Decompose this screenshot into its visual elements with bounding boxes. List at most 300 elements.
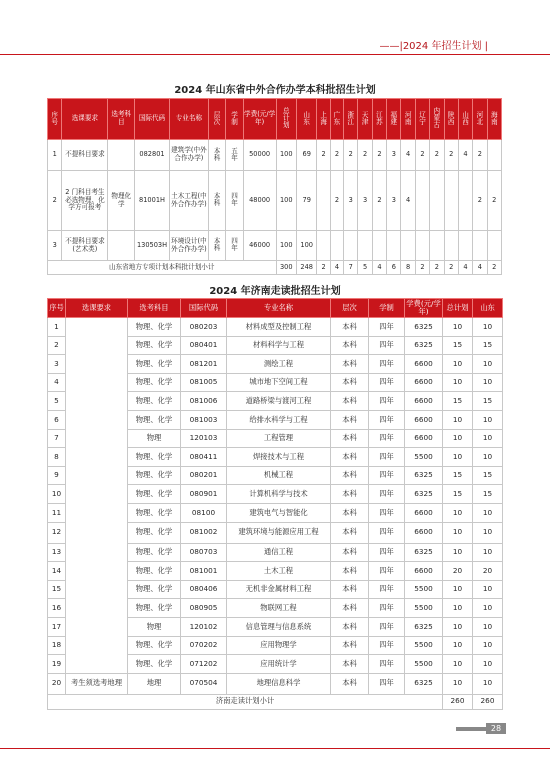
col-header: 总计划 (276, 99, 296, 140)
cell: 10 (443, 410, 473, 429)
table-row (48, 231, 502, 261)
col-header: 国际代码 (135, 99, 170, 140)
cell: 20 (443, 562, 473, 581)
col-header: 专业名称 (169, 99, 208, 140)
cell: 四年 (369, 485, 405, 504)
cell: 260 (443, 694, 473, 709)
cell: 物理、化学 (128, 336, 181, 355)
cell: 10 (473, 522, 503, 543)
cell: 物理化学 (108, 171, 135, 231)
cell: 080203 (181, 318, 227, 337)
table-row (48, 140, 502, 171)
cell: 物联网工程 (227, 599, 331, 618)
table2 (47, 298, 503, 710)
cell (317, 171, 330, 231)
col-header: 总计划 (443, 299, 473, 318)
cell (444, 231, 458, 261)
cell: 本科 (331, 373, 369, 392)
cell: 120103 (181, 429, 227, 448)
cell: 16 (48, 599, 66, 618)
cell: 本科 (331, 448, 369, 467)
cell: 城市地下空间工程 (227, 373, 331, 392)
cell: 物理、化学 (128, 392, 181, 411)
cell: 3 (48, 355, 66, 374)
cell: 本科 (331, 318, 369, 337)
cell: 四年 (369, 636, 405, 655)
cell: 本科 (208, 140, 225, 171)
cell: 四年 (369, 466, 405, 485)
cell: 3 (344, 171, 358, 231)
cell: 道路桥梁与渡河工程 (227, 392, 331, 411)
cell: 7 (48, 429, 66, 448)
cell: 物理、化学 (128, 543, 181, 562)
col-header: 陕西 (444, 99, 458, 140)
cell: 地理 (128, 673, 181, 694)
cell: 10 (443, 673, 473, 694)
cell: 本科 (331, 336, 369, 355)
cell: 建筑学(中外合作办学) (169, 140, 208, 171)
cell: 070504 (181, 673, 227, 694)
cell: 5500 (405, 448, 443, 467)
col-header: 浙江 (344, 99, 358, 140)
cell: 2 (473, 140, 487, 171)
cell: 物理 (128, 617, 181, 636)
cell: 100 (276, 171, 296, 231)
cell: 4 (401, 140, 415, 171)
cell: 260 (473, 694, 503, 709)
cell: 69 (296, 140, 316, 171)
cell: 10 (473, 355, 503, 374)
cell: 9 (48, 466, 66, 485)
col-header: 山东 (296, 99, 316, 140)
cell: 2 (330, 171, 343, 231)
cell: 2 (344, 140, 358, 171)
col-header: 选考科目 (108, 99, 135, 140)
cell: 2 (430, 261, 444, 275)
cell: 四年 (369, 503, 405, 522)
cell: 4 (458, 140, 472, 171)
cell: 15 (443, 485, 473, 504)
cell: 081006 (181, 392, 227, 411)
cell: 材料成型及控制工程 (227, 318, 331, 337)
cell: 10 (443, 318, 473, 337)
cell: 建筑环境与能源应用工程 (227, 522, 331, 543)
cell (444, 171, 458, 231)
subtotal-label: 山东省地方专项计划本科批计划小计 (48, 261, 277, 275)
cell: 本科 (208, 171, 225, 231)
cell: 物理、化学 (128, 448, 181, 467)
cell: 6325 (405, 485, 443, 504)
cell: 物理、化学 (128, 522, 181, 543)
cell: 10 (443, 580, 473, 599)
col-header: 学制 (226, 99, 243, 140)
col-header: 天津 (358, 99, 372, 140)
cell: 081201 (181, 355, 227, 374)
table-row (48, 318, 503, 337)
cell: 120102 (181, 617, 227, 636)
cell: 15 (473, 485, 503, 504)
cell: 19 (48, 655, 66, 674)
cell: 应用统计学 (227, 655, 331, 674)
cell: 四年 (369, 355, 405, 374)
cell (372, 231, 386, 261)
cell: 100 (276, 140, 296, 171)
cell (415, 171, 429, 231)
col-header: 内蒙古 (430, 99, 444, 140)
cell (487, 140, 501, 171)
cell: 2 (358, 140, 372, 171)
cell: 071202 (181, 655, 227, 674)
cell: 2 (317, 140, 330, 171)
cell: 本科 (331, 392, 369, 411)
col-header: 序号 (48, 299, 66, 318)
cell: 10 (473, 503, 503, 522)
cell: 物理、化学 (128, 410, 181, 429)
cell (458, 171, 472, 231)
cell: 17 (48, 617, 66, 636)
cell: 四年 (369, 673, 405, 694)
table2-title: 2024 年济南走读批招生计划 (209, 286, 341, 297)
cell: 计算机科学与技术 (227, 485, 331, 504)
cell: 8 (401, 261, 415, 275)
cell (66, 318, 128, 674)
cell: 四年 (369, 543, 405, 562)
cell: 5500 (405, 636, 443, 655)
cell: 18 (48, 636, 66, 655)
cell: 2 (487, 261, 501, 275)
col-header: 江苏 (372, 99, 386, 140)
cell (430, 171, 444, 231)
header-text: ——|2024 年招生计划 | (379, 41, 488, 52)
cell (387, 231, 401, 261)
cell: 10 (473, 410, 503, 429)
cell: 14 (48, 562, 66, 581)
cell: 8 (48, 448, 66, 467)
cell: 本科 (331, 617, 369, 636)
cell: 10 (473, 429, 503, 448)
cell: 应用物理学 (227, 636, 331, 655)
cell: 20 (48, 673, 66, 694)
cell: 15 (48, 580, 66, 599)
cell: 3 (387, 171, 401, 231)
cell: 本科 (208, 231, 225, 261)
cell: 080201 (181, 466, 227, 485)
cell: 080411 (181, 448, 227, 467)
cell: 3 (48, 231, 62, 261)
cell: 081001 (181, 562, 227, 581)
cell: 四年 (369, 392, 405, 411)
cell: 本科 (331, 410, 369, 429)
cell (458, 231, 472, 261)
cell: 48000 (243, 171, 276, 231)
cell: 080406 (181, 580, 227, 599)
cell: 1 (48, 140, 62, 171)
col-header: 层次 (331, 299, 369, 318)
cell: 2 (487, 171, 501, 231)
cell: 15 (473, 392, 503, 411)
cell: 土木工程(中外合作办学) (169, 171, 208, 231)
cell: 四年 (369, 655, 405, 674)
cell: 四年 (369, 429, 405, 448)
cell: 4 (401, 171, 415, 231)
cell: 10 (443, 522, 473, 543)
cell: 四年 (369, 410, 405, 429)
header-rule (0, 54, 550, 55)
subtotal-row (48, 261, 502, 275)
cell: 本科 (331, 503, 369, 522)
cell: 50000 (243, 140, 276, 171)
cell: 本科 (331, 543, 369, 562)
cell (415, 231, 429, 261)
cell (487, 231, 501, 261)
cell: 本科 (331, 562, 369, 581)
cell: 物理 (128, 429, 181, 448)
cell: 10 (443, 429, 473, 448)
cell: 10 (473, 636, 503, 655)
cell: 给排水科学与工程 (227, 410, 331, 429)
cell: 6600 (405, 522, 443, 543)
cell: 6 (48, 410, 66, 429)
cell: 20 (473, 562, 503, 581)
cell: 4 (330, 261, 343, 275)
cell: 100 (276, 231, 296, 261)
cell: 2 (444, 140, 458, 171)
cell: 10 (443, 543, 473, 562)
cell: 地理信息科学 (227, 673, 331, 694)
table-row (48, 171, 502, 231)
cell: 本科 (331, 522, 369, 543)
page-number-bar (456, 727, 486, 731)
cell: 物理、化学 (128, 485, 181, 504)
cell: 10 (443, 503, 473, 522)
cell: 四年 (369, 617, 405, 636)
cell (344, 231, 358, 261)
cell: 10 (473, 617, 503, 636)
cell: 建筑电气与智能化 (227, 503, 331, 522)
cell: 物理、化学 (128, 580, 181, 599)
cell: 3 (387, 140, 401, 171)
cell: 6325 (405, 466, 443, 485)
cell: 10 (473, 599, 503, 618)
cell: 10 (473, 373, 503, 392)
cell: 10 (473, 543, 503, 562)
cell: 81001H (135, 171, 170, 231)
cell: 4 (372, 261, 386, 275)
cell: 测绘工程 (227, 355, 331, 374)
col-header: 选考科目 (128, 299, 181, 318)
table1-title: 2024 年山东省中外合作办学本科批招生计划 (174, 85, 376, 96)
cell: 6600 (405, 355, 443, 374)
cell: 10 (473, 655, 503, 674)
cell: 2 门科目考生必选物理、化学方可报考 (62, 171, 108, 231)
cell: 6600 (405, 562, 443, 581)
cell: 080703 (181, 543, 227, 562)
cell: 物理、化学 (128, 318, 181, 337)
subtotal-row (48, 694, 503, 709)
cell: 15 (473, 336, 503, 355)
cell: 082801 (135, 140, 170, 171)
cell: 7 (344, 261, 358, 275)
cell: 本科 (331, 429, 369, 448)
cell: 6325 (405, 336, 443, 355)
cell: 四年 (369, 336, 405, 355)
cell: 10 (473, 318, 503, 337)
cell: 2 (473, 171, 487, 231)
cell: 081003 (181, 410, 227, 429)
cell (430, 231, 444, 261)
col-header: 专业名称 (227, 299, 331, 318)
cell: 考生须选考地理 (66, 673, 128, 694)
cell (108, 140, 135, 171)
cell: 土木工程 (227, 562, 331, 581)
table1-header-row (48, 99, 502, 140)
cell: 6 (387, 261, 401, 275)
cell: 10 (473, 580, 503, 599)
cell: 2 (430, 140, 444, 171)
cell: 五年 (226, 140, 243, 171)
cell: 6325 (405, 318, 443, 337)
cell: 6600 (405, 373, 443, 392)
cell: 13 (48, 543, 66, 562)
col-header: 学费(元/学年) (243, 99, 276, 140)
cell: 248 (296, 261, 316, 275)
cell (358, 231, 372, 261)
col-header: 选课要求 (62, 99, 108, 140)
cell: 6325 (405, 543, 443, 562)
cell: 2 (444, 261, 458, 275)
cell: 四年 (369, 318, 405, 337)
cell: 2 (372, 140, 386, 171)
cell: 四年 (369, 599, 405, 618)
cell: 工程管理 (227, 429, 331, 448)
cell: 15 (473, 466, 503, 485)
cell: 机械工程 (227, 466, 331, 485)
cell: 5500 (405, 599, 443, 618)
cell: 物理、化学 (128, 466, 181, 485)
cell: 本科 (331, 636, 369, 655)
cell: 四年 (369, 580, 405, 599)
cell: 081002 (181, 522, 227, 543)
cell: 15 (443, 466, 473, 485)
cell (473, 231, 487, 261)
col-header: 河北 (473, 99, 487, 140)
col-header: 河南 (401, 99, 415, 140)
cell: 4 (473, 261, 487, 275)
cell: 6600 (405, 429, 443, 448)
cell: 4 (48, 373, 66, 392)
table1 (47, 98, 502, 275)
footer-rule (0, 748, 550, 749)
cell: 四年 (226, 171, 243, 231)
cell: 本科 (331, 599, 369, 618)
cell: 15 (443, 392, 473, 411)
cell: 物理、化学 (128, 562, 181, 581)
cell: 本科 (331, 673, 369, 694)
cell: 080901 (181, 485, 227, 504)
cell: 5 (48, 392, 66, 411)
col-header: 海南 (487, 99, 501, 140)
cell: 2 (372, 171, 386, 231)
cell: 本科 (331, 580, 369, 599)
cell (330, 231, 343, 261)
cell: 6600 (405, 503, 443, 522)
cell: 130503H (135, 231, 170, 261)
cell: 物理、化学 (128, 503, 181, 522)
cell: 3 (358, 171, 372, 231)
col-header: 层次 (208, 99, 225, 140)
cell: 6600 (405, 392, 443, 411)
cell: 1 (48, 318, 66, 337)
cell: 070202 (181, 636, 227, 655)
cell: 无机非金属材料工程 (227, 580, 331, 599)
cell: 通信工程 (227, 543, 331, 562)
cell: 080401 (181, 336, 227, 355)
cell: 46000 (243, 231, 276, 261)
cell: 四年 (369, 522, 405, 543)
cell: 6600 (405, 410, 443, 429)
cell: 四年 (369, 373, 405, 392)
cell: 本科 (331, 485, 369, 504)
cell: 2 (415, 140, 429, 171)
cell: 5 (358, 261, 372, 275)
col-header: 序号 (48, 99, 62, 140)
cell: 6325 (405, 617, 443, 636)
cell: 2 (415, 261, 429, 275)
col-header: 学制 (369, 299, 405, 318)
cell: 080905 (181, 599, 227, 618)
cell: 5500 (405, 580, 443, 599)
cell: 5500 (405, 655, 443, 674)
cell: 10 (473, 448, 503, 467)
cell: 4 (458, 261, 472, 275)
col-header: 山东 (473, 299, 503, 318)
cell: 本科 (331, 655, 369, 674)
cell: 物理、化学 (128, 599, 181, 618)
cell: 材料科学与工程 (227, 336, 331, 355)
cell: 不提科目要求(艺术类) (62, 231, 108, 261)
cell: 四年 (226, 231, 243, 261)
col-header: 上海 (317, 99, 330, 140)
col-header: 福建 (387, 99, 401, 140)
col-header: 选课要求 (66, 299, 128, 318)
cell: 12 (48, 522, 66, 543)
cell: 四年 (369, 448, 405, 467)
cell: 本科 (331, 466, 369, 485)
cell: 环境设计(中外合作办学) (169, 231, 208, 261)
page-number: 28 (486, 723, 506, 734)
cell (108, 231, 135, 261)
cell: 信息管理与信息系统 (227, 617, 331, 636)
cell: 08100 (181, 503, 227, 522)
cell: 10 (443, 636, 473, 655)
cell: 300 (276, 261, 296, 275)
cell (317, 231, 330, 261)
col-header: 学费(元/学年) (406, 298, 441, 316)
cell: 本科 (331, 355, 369, 374)
col-header: 山西 (458, 99, 472, 140)
cell: 焊接技术与工程 (227, 448, 331, 467)
cell: 物理、化学 (128, 373, 181, 392)
cell: 10 (443, 355, 473, 374)
col-header: 辽宁 (415, 99, 429, 140)
cell: 2 (317, 261, 330, 275)
cell: 物理、化学 (128, 355, 181, 374)
cell: 10 (443, 599, 473, 618)
cell: 15 (443, 336, 473, 355)
cell: 2 (330, 140, 343, 171)
table2-header-row (48, 299, 503, 318)
cell: 物理、化学 (128, 655, 181, 674)
